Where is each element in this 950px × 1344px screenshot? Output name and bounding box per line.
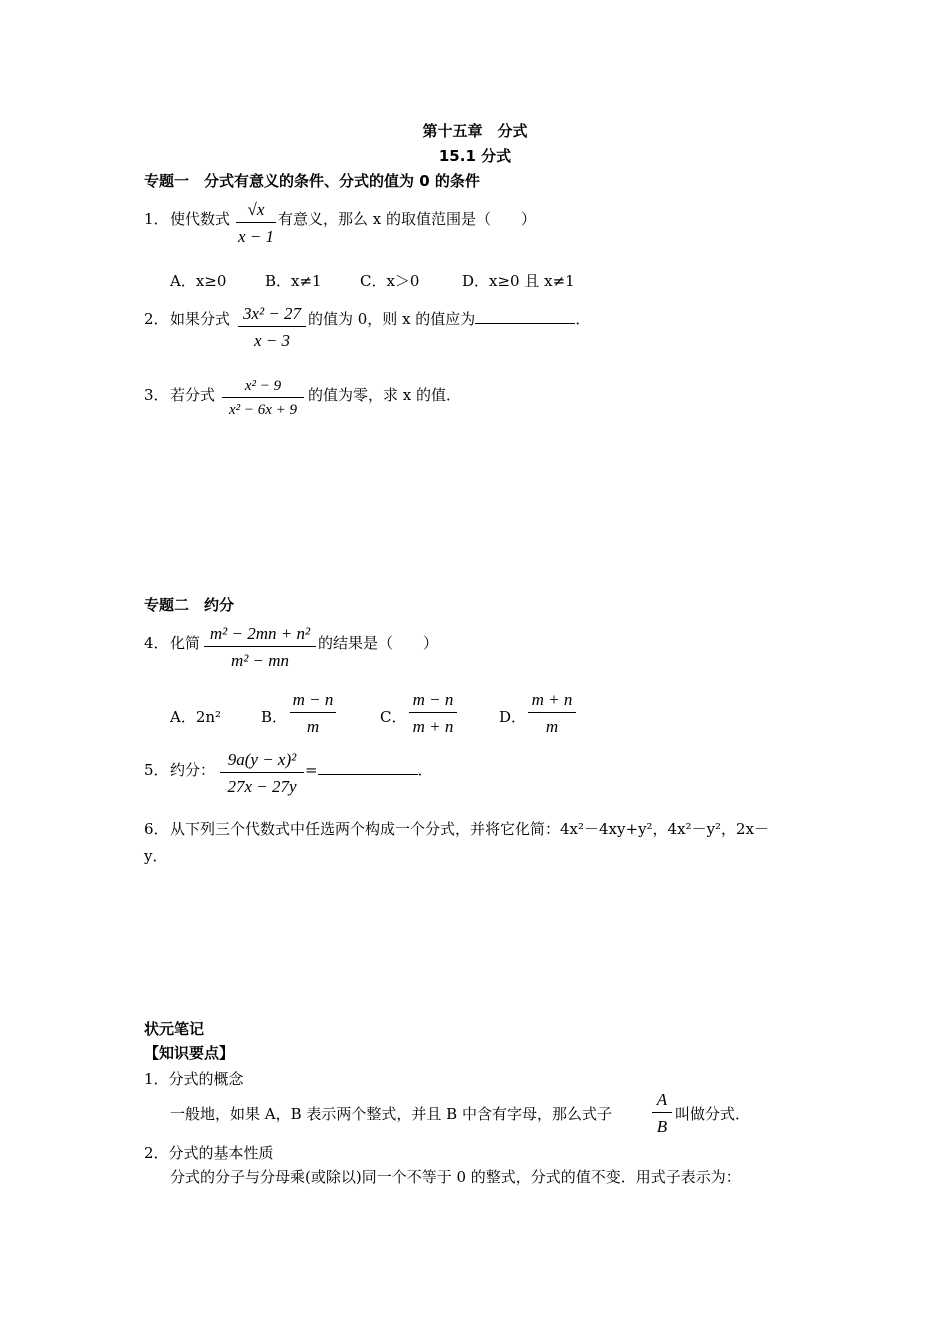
notes-point2-text: 分式的分子与分母乘(或除以)同一个不等于 0 的整式，分式的值不变．用式子表示为： xyxy=(170,1168,741,1186)
q4-frac-num: m² − 2mn + n² xyxy=(209,624,311,643)
q2-text-after xyxy=(308,308,590,329)
q4-option-b-den: m xyxy=(306,717,320,736)
q4-option-c-fraction xyxy=(409,690,457,737)
topic2-title: 专题二 约分 xyxy=(144,596,235,614)
notes-ab-fraction xyxy=(652,1090,672,1137)
q4-option-d-label: D． xyxy=(499,708,527,726)
q4-option-d-fraction xyxy=(528,690,576,737)
q4-fraction xyxy=(204,624,316,671)
q2-text-before: 如果分式 xyxy=(170,310,231,328)
chapter-title: 第十五章 分式 xyxy=(422,122,528,140)
q5-answer-blank[interactable] xyxy=(318,760,418,775)
q3-frac-den: x² − 6x + 9 xyxy=(228,402,298,418)
q1-text-after: 有意义，那么 x 的取值范围是（ ） xyxy=(278,210,536,228)
q4-option-b-fraction xyxy=(290,690,336,737)
q5-text-after xyxy=(305,759,433,780)
q6-number: 6． xyxy=(144,820,169,838)
q2-frac-den: x − 3 xyxy=(253,331,291,350)
q5-frac-den: 27x − 27y xyxy=(227,777,297,796)
q4-option-c-den: m + n xyxy=(412,717,454,736)
q4-text-after: 的结果是（ ） xyxy=(318,634,439,652)
q5-equals: = xyxy=(305,761,318,779)
q4-option-b-label: B． xyxy=(261,708,288,726)
q4-text-before: 化简 xyxy=(170,634,201,652)
q6-line2: y． xyxy=(144,847,168,865)
q3-frac-num: x² − 9 xyxy=(244,378,282,394)
notes-ab-den: B xyxy=(656,1117,668,1136)
q4-option-d-num: m + n xyxy=(531,690,573,709)
q4-option-b-num: m − n xyxy=(292,690,334,709)
q1-option-c: C．x＞0 xyxy=(360,272,420,290)
q5-number: 5． xyxy=(144,761,169,779)
q2-text-end: ． xyxy=(575,310,591,328)
q5-text-end: ． xyxy=(417,761,433,779)
notes-ab-num: A xyxy=(656,1090,668,1109)
q4-option-a: A．2n² xyxy=(170,708,222,726)
q4-frac-den: m² − mn xyxy=(230,651,290,670)
q2-text-main: 的值为 0，则 x 的值应为 xyxy=(308,310,476,328)
q1-text-before: 使代数式 xyxy=(170,210,231,228)
q3-text-before: 若分式 xyxy=(170,386,216,404)
notes-point2-title: 2．分式的基本性质 xyxy=(144,1144,274,1162)
q1-option-d: D．x≥0 且 x≠1 xyxy=(462,272,575,290)
q2-number: 2． xyxy=(144,310,169,328)
q4-option-c-num: m − n xyxy=(412,690,454,709)
q4-number: 4． xyxy=(144,634,169,652)
notes-point1-text-after: 叫做分式． xyxy=(675,1105,751,1123)
notes-point1-text: 一般地，如果 A，B 表示两个整式，并且 B 中含有字母，那么式子 xyxy=(170,1105,612,1123)
q4-option-d-den: m xyxy=(545,717,559,736)
notes-point1-title: 1．分式的概念 xyxy=(144,1070,244,1088)
q3-text-after: 的值为零，求 x 的值． xyxy=(308,386,461,404)
q1-option-b: B．x≠1 xyxy=(265,272,322,290)
q2-fraction xyxy=(238,304,306,351)
q5-fraction xyxy=(220,750,304,797)
q2-frac-num: 3x² − 27 xyxy=(242,304,302,323)
q5-text-before: 约分： xyxy=(170,761,216,779)
q1-option-a: A．x≥0 xyxy=(170,272,227,290)
q5-frac-num: 9a(y − x)² xyxy=(227,750,297,769)
section-title: 15.1 分式 xyxy=(438,147,512,165)
notes-subtitle: 【知识要点】 xyxy=(144,1044,235,1062)
q1-frac-den: x − 1 xyxy=(237,227,275,246)
q1-frac-num: √x xyxy=(247,200,265,219)
q1-fraction xyxy=(236,200,276,247)
q3-fraction xyxy=(222,378,304,419)
q3-number: 3． xyxy=(144,386,169,404)
topic1-title: 专题一 分式有意义的条件、分式的值为 0 的条件 xyxy=(144,172,480,190)
q2-answer-blank[interactable] xyxy=(475,309,575,324)
notes-title: 状元笔记 xyxy=(144,1020,205,1038)
q4-option-c-label: C． xyxy=(380,708,407,726)
q6-line1: 从下列三个代数式中任选两个构成一个分式，并将它化简：4x²－4xy+y²，4x²－y²，2x－ xyxy=(170,820,770,838)
q1-number: 1． xyxy=(144,210,169,228)
